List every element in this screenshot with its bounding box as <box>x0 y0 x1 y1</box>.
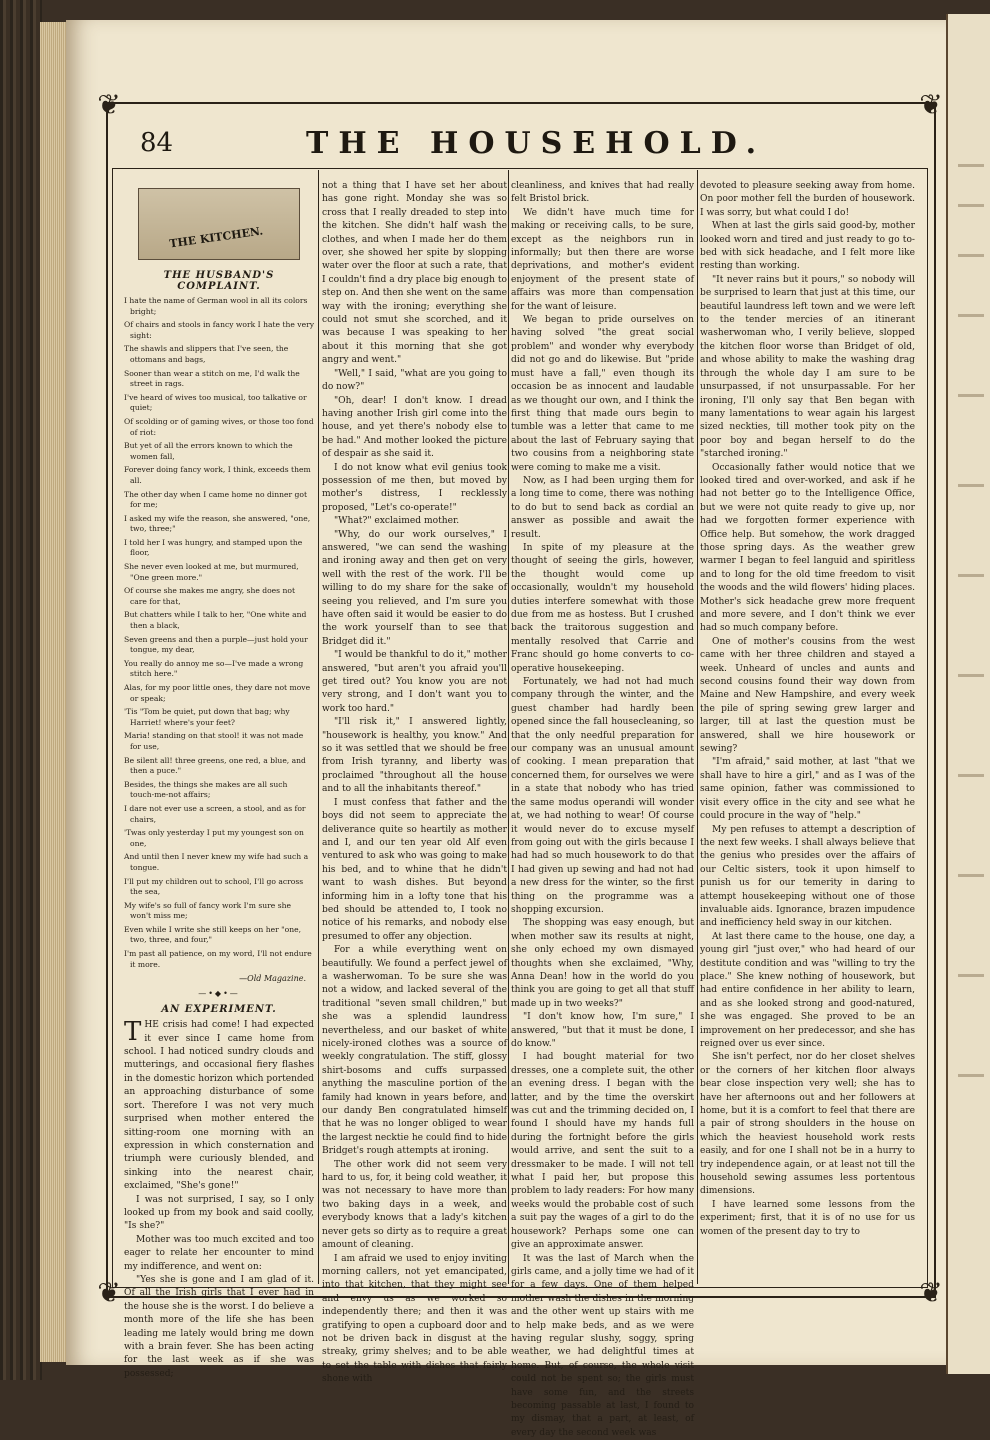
paragraph: devoted to pleasure seeking away from home. On poor mother fell the burden of housework. I was sorry, but what could I do! <box>700 180 915 220</box>
poem-line: I'll put my children out to school, I'll go across the sea, <box>124 877 314 898</box>
poem-line: I've heard of wives too musical, too talkative or quiet; <box>124 393 314 414</box>
paragraph: The other work did not seem very hard to us, for, it being cold weather, it was not necessary to have more than two baking days in a week, and everybody knows that a lady's kitchen never gets so dirty as to require a great amount of cleaning. <box>322 1159 507 1253</box>
poem-line: And until then I never knew my wife had such a tongue. <box>124 852 314 873</box>
article-column-2 <box>322 180 507 1280</box>
paragraph: I am afraid we used to enjoy inviting morning callers, not yet emancipated, into that kitchen, that they might see and envy us as we worked so independently there; and then it was gratifying to open a cupboard door and not be driven back in disgust at the streaky, grimy shelves; and to be able to set the table with dishes that fairly shone with <box>322 1253 507 1387</box>
column-rule <box>318 170 319 1284</box>
poem-line: Even while I write she still keeps on her "one, two, three, and four," <box>124 925 314 946</box>
article-column-4 <box>700 180 915 1280</box>
masthead-title: THE HOUSEHOLD. <box>306 126 766 161</box>
poem-line: Seven greens and then a purple—just hold your tongue, my dear, <box>124 635 314 656</box>
poem-line: Of chairs and stools in fancy work I hate the very sight: <box>124 320 314 341</box>
paragraph: It was the last of March when the girls came, and a jolly time we had of it for a few days. One of them helped mother wash the dishes in the morning and the other went up stairs with me to help make beds, and as we were having regular slushy, soggy, spring weather, we had delightful times at home. But, of course, the whole visit could not be spent so; the girls must have some fun, and the streets becoming passable at last, I found to my dismay, that a part, at least, of every day the second week was <box>511 1253 694 1440</box>
corner-ornament-icon: ❦ <box>94 1278 124 1308</box>
poem-line: But yet of all the errors known to which the women fall, <box>124 441 314 462</box>
paragraph: Fortunately, we had not had much company through the winter, and the guest chamber had hardly been opened since the fall housecleaning, so that the only needful preparation for our company was an unusual amount of cooking. I mean preparation that concerned them, for ourselves we were in a state that nobody who has tried the same modus operandi will wonder at, we had nothing to wear! Of course it would never do to excuse myself from going out with the girls because I had had so much housework to do that I had given up sewing and had not had a new dress for the winter, so the first thing on the programme was a shopping excursion. <box>511 676 694 917</box>
article-title: AN EXPERIMENT. <box>124 1004 314 1015</box>
paragraph: "I'll risk it," I answered lightly, "housework is healthy, you know." And so it was settled that we should be free from Irish tyranny, and liberty was proclaimed "throughout all the house and to all the inhabitants thereof." <box>322 716 507 796</box>
illustration-label: THE KITCHEN. <box>169 224 264 250</box>
paragraph: In spite of my pleasure at the thought of seeing the girls, however, the thought would come up occasionally, wouldn't my household duties interfere somewhat with those due from me as hostess. But I crushed back the traitorous suggestion and mentally resolved that Carrie and Franc should go home converts to co-operative housekeeping. <box>511 542 694 676</box>
facing-page-edge <box>946 14 990 1374</box>
poem-line: Of scolding or of gaming wives, or those too fond of riot: <box>124 417 314 438</box>
poem-line: My wife's so full of fancy work I'm sure she won't miss me; <box>124 901 314 922</box>
kitchen-illustration <box>138 188 300 260</box>
paragraph: "I would be thankful to do it," mother answered, "but aren't you afraid you'll get tired out? You know you are not very strong, and I don't want you to work too hard." <box>322 649 507 716</box>
poem-line: Alas, for my poor little ones, they dare not move or speak; <box>124 683 314 704</box>
poem-line: Forever doing fancy work, I think, exceeds them all. <box>124 465 314 486</box>
poem-line: 'Tis "Tom be quiet, put down that bag; why Harriet! where's your feet? <box>124 707 314 728</box>
paragraph: Occasionally father would notice that we looked tired and over-worked, and ask if he had not better go to the Intelligence Office, but we were not quite ready to give up, nor had we forgotten former experience with Office help. But somehow, the work dragged those spring days. As the weather grew warmer I began to feel languid and spiritless and to long for the old time freedom to visit the woods and the wild flowers' hiding places. Mother's sick headache grew more frequent and more severe, and I don't think we ever had so much company before. <box>700 462 915 636</box>
poem-line: She never even looked at me, but murmured, "One green more." <box>124 562 314 583</box>
magazine-page <box>66 20 946 1365</box>
article-column-1 <box>124 1019 314 1381</box>
book-spine <box>0 0 42 1380</box>
paragraph: "Why, do our work ourselves," I answered, "we can send the washing and ironing away and then get on very well with the rest of the work. I'll be willing to do my share for the sake of seeing you relieved, and I'm sure you have often said it would be easier to do the work yourself than to see that Bridget did it." <box>322 529 507 650</box>
paragraph: I must confess that father and the boys did not seem to appreciate the deliverance quite so heartily as mother and I, and our ten year old Alf even ventured to ask who was going to make his bed, and to whine that he didn't want to wash dishes. But beyond informing him in a lofty tone that his bed should be attended to, I took no notice of his remarks, and nobody else presumed to offer any objection. <box>322 797 507 944</box>
poem-line: You really do annoy me so—I've made a wrong stitch here." <box>124 659 314 680</box>
paragraph: "Yes she is gone and I am glad of it. Of all the Irish girls that I ever had in the house she is the worst. I do believe a month more of the life she has been leading me lately would bring me down with a brain fever. She has been acting for the last week as if she was possessed; <box>124 1274 314 1381</box>
page-header <box>106 116 932 168</box>
paragraph: "Oh, dear! I don't know. I dread having another Irish girl come into the house, and yet there's nobody else to be had." And mother looked the picture of despair as she said it. <box>322 395 507 462</box>
paragraph: She isn't perfect, nor do her closet shelves or the corners of her kitchen floor always bear close inspection very well; she has to have her afternoons out and her followers at home, but it is a comfort to feel that there are a pair of strong shoulders in the house on which the heaviest household work rests easily, and for one I shall not be in a hurry to try independence again, or at least not till the household sewing assumes less portentous dimensions. <box>700 1051 915 1198</box>
column-1 <box>124 180 314 1280</box>
poem-source: —Old Magazine. <box>124 974 306 983</box>
paragraph: "I don't know how, I'm sure," I answered, "but that it must be done, I do know." <box>511 1011 694 1051</box>
poem-line: Besides, the things she makes are all such touch-me-not affairs; <box>124 780 314 801</box>
poem-line: I dare not ever use a screen, a stool, and as for chairs, <box>124 804 314 825</box>
poem-line: I asked my wife the reason, she answered, "one, two, three;" <box>124 514 314 535</box>
paragraph: I had bought material for two dresses, one a complete suit, the other an evening dress. I began with the latter, and by the time the overskirt was cut and the trimming decided on, I found I should have my hands full during the fortnight before the girls would arrive, and sent the suit to a dressmaker to be made. I will not tell what I paid her, but propose this problem to lady readers: For how many weeks would the probable cost of such a suit pay the wages of a girl to do the housework? Perhaps some one can give an approximate answer. <box>511 1051 694 1252</box>
poem-line: I hate the name of German wool in all its colors bright; <box>124 296 314 317</box>
article-column-3 <box>511 180 694 1280</box>
drop-cap: T <box>124 1021 141 1043</box>
paragraph: "I'm afraid," said mother, at last "that we shall have to hire a girl," and as I was of the same opinion, father was commissioned to visit every office in the city and see what he could procure in the way of "help." <box>700 756 915 823</box>
paragraph: "Well," I said, "what are you going to do now?" <box>322 368 507 395</box>
paragraph: I have learned some lessons from the experiment; first, that it is of no use for us women of the present day to try to <box>700 1199 915 1239</box>
paragraph: Now, as I had been urging them for a long time to come, there was nothing to do but to send back as cordial an answer as possible and await the result. <box>511 475 694 542</box>
poem-line: The other day when I came home no dinner got for me; <box>124 490 314 511</box>
poem-line: Sooner than wear a stitch on me, I'd walk the street in rags. <box>124 369 314 390</box>
paragraph: The shopping was easy enough, but when mother saw its results at night, she only echoed my own dismayed thoughts when she exclaimed, "Why, Anna Dean! how in the world do you think you are going to get all that stuff made up in two weeks?" <box>511 917 694 1011</box>
paragraph: "What?" exclaimed mother. <box>322 515 507 528</box>
paragraph: At last there came to the house, one day, a young girl "just over," who had heard of our destitute condition and was "willing to try the place." She knew nothing of housework, but had entire confidence in her ability to learn, and as she looked strong and good-natured, she was engaged. She proved to be an improvement on her predecessor, and she has reigned over us ever since. <box>700 931 915 1052</box>
paragraph: cleanliness, and knives that had really felt Bristol brick. <box>511 180 694 207</box>
poem-line: Of course she makes me angry, she does not care for that, <box>124 586 314 607</box>
poem-line: I told her I was hungry, and stamped upon the floor, <box>124 538 314 559</box>
paragraph: When at last the girls said good-by, mother looked worn and tired and just ready to go to-bed with sick headache, and I felt more like resting than working. <box>700 220 915 274</box>
paragraph: not a thing that I have set her about has gone right. Monday she was so cross that I really dreaded to step into the kitchen. She didn't half wash the clothes, and when I made her do them over, she showed her spite by slopping water over the floor at such a rate, that I couldn't find a dry place big enough to step on. And then she went on the same way with the ironing; everything she could not smut she scorched, and it was because I was speaking to her about it this morning that she got angry and went." <box>322 180 507 368</box>
poem-line: 'Twas only yesterday I put my youngest son on one, <box>124 828 314 849</box>
paragraph: My pen refuses to attempt a description of the next few weeks. I shall always believe that the genius who presides over the affairs of our Celtic sisters, took it upon himself to punish us for our temerity in daring to attempt housekeeping without one of those invaluable aids. Ignorance, brazen impudence and inefficiency held sway in our kitchen. <box>700 824 915 931</box>
corner-ornament-icon: ❦ <box>94 90 124 120</box>
poem-line: The shawls and slippers that I've seen, the ottomans and bags, <box>124 344 314 365</box>
poem-line: Maria! standing on that stool! it was not made for use, <box>124 731 314 752</box>
page-number: 84 <box>140 128 173 158</box>
paragraph: I do not know what evil genius took possession of me then, but moved by mother's distress, I recklessly proposed, "Let's co-operate!" <box>322 462 507 516</box>
column-rule <box>508 170 509 1284</box>
paragraph: Mother was too much excited and too eager to relate her encounter to mind my indifference, and went on: <box>124 1234 314 1274</box>
poem-line: Be silent all! three greens, one red, a blue, and then a puce." <box>124 756 314 777</box>
paragraph: We began to pride ourselves on having solved "the great social problem" and wonder why everybody did not go and do likewise. But "pride must have a fall," even though its occasion be as innocent and laudable as we thought our own, and I think the first thing that made ours begin to tumble was a letter that came to me about the last of February saying that two cousins from a neighboring state were coming to make me a visit. <box>511 314 694 475</box>
corner-ornament-icon: ❦ <box>916 1278 946 1308</box>
poem-title: THE HUSBAND'S COMPLAINT. <box>124 270 314 292</box>
poem-line: But chatters while I talk to her, "One white and then a black, <box>124 610 314 631</box>
paragraph: HE crisis had come! I had expected it ever since I came home from school. I had noticed sundry clouds and mutterings, and occasional fiery flashes in the domestic horizon which portended an approaching disturbance of some sort. Therefore I was not very much surprised when mother entered the sitting-room one morning with an expression in which consternation and triumph were curiously blended, and sinking into the nearest chair, exclaimed, "She's gone!" <box>124 1020 314 1191</box>
paragraph: I was not surprised, I say, so I only looked up from my book and said coolly, "Is she?" <box>124 1194 314 1234</box>
paragraph: For a while everything went on beautifully. We found a perfect jewel of a washerwoman. To be sure she was not a widow, and lacked several of the traditional "seven small children," but she was a splendid laundress nevertheless, and our basket of white nicely-ironed clothes was a source of weekly congratulation. The stiff, glossy shirt-bosoms and cuffs surpassed anything the masculine portion of the family had known in years before, and our dandy Ben congratulated himself that he was no longer obliged to wear the largest necktie he could find to hide Bridget's rough attempts at ironing. <box>322 944 507 1159</box>
paragraph: We didn't have much time for making or receiving calls, to be sure, except as the neighbors run in informally; but then there are worse deprivations, and mother's evident enjoyment of the present state of affairs was more than compensation for the want of leisure. <box>511 207 694 314</box>
column-rule <box>697 170 698 1284</box>
corner-ornament-icon: ❦ <box>916 90 946 120</box>
section-divider: —•◆•— <box>124 989 314 998</box>
paragraph: One of mother's cousins from the west came with her three children and stayed a week. Unheard of uncles and aunts and second cousins found their way down from Maine and New Hampshire, and every week the pile of spring sewing grew larger and larger, till at last the question must be answered, shall we hire housework or sewing? <box>700 636 915 757</box>
poem-body <box>124 296 314 970</box>
poem-line: I'm past all patience, on my word, I'll not endure it more. <box>124 949 314 970</box>
paragraph: "It never rains but it pours," so nobody will be surprised to learn that just at this time, our beautiful laundress left town and we were left to the tender mercies of an itinerant washerwoman who, I verily believe, slopped the kitchen floor worse than Bridget of old, and whose ability to make the washing drag through the whole day I am sure to be unsurpassed, if not unsurpassable. For her ironing, I'll only say that Ben began with many lamentations to wear again his largest sized neckties, till mother took pity on the poor boy and began herself to do the "starched ironing." <box>700 274 915 462</box>
